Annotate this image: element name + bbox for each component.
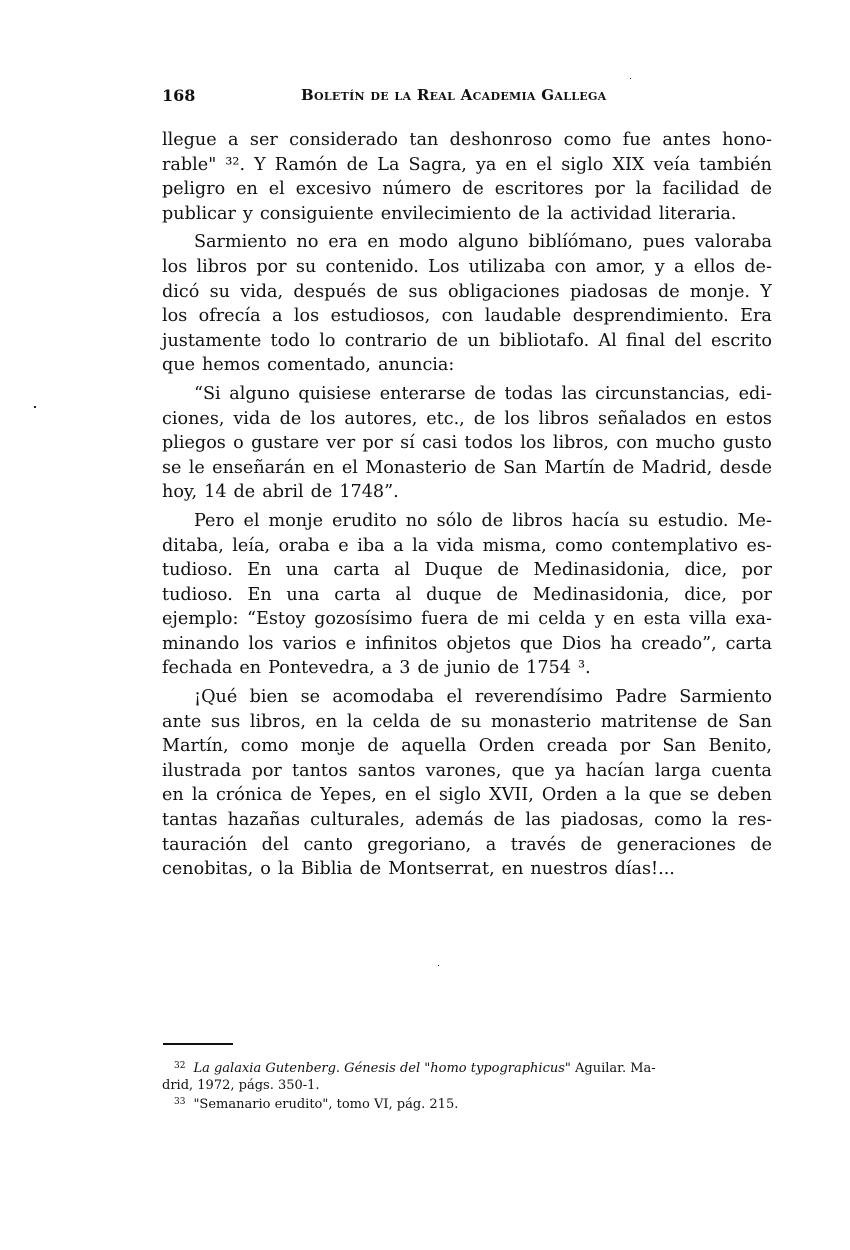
text-line: ditaba, leía, oraba e iba a la vida misma, como contemplativo es-	[162, 535, 772, 556]
paragraph	[162, 230, 772, 378]
footnote-number: 32	[174, 1061, 186, 1071]
text-line: tantas hazañas culturales, además de las piadosas, como la res-	[162, 810, 772, 831]
text-line: dicó su vida, después de sus obligaciones piadosas de monje. Y	[162, 281, 772, 302]
footnote-title: La galaxia Gutenberg. Génesis del "homo typographicus"	[193, 1061, 571, 1076]
footnotes	[162, 1058, 772, 1114]
text-line: los libros por su contenido. Los utilizaba con amor, y a ellos de-	[162, 256, 772, 277]
footnote-text: "Semanario erudito", tomo VI, pág. 215.	[193, 1097, 459, 1112]
text-line: minando los varios e infinitos objetos que Dios ha creado”, carta	[162, 633, 772, 654]
text-line: Martín, como monje de aquella Orden creada por San Benito,	[162, 736, 772, 757]
text-line: fechada en Pontevedra, a 3 de junio de 1754 ³.	[162, 658, 591, 679]
text-line: tudioso. En una carta al duque de Medinasidonia, dice, por	[162, 584, 772, 605]
text-line: “Si alguno quisiese enterarse de todas las circunstancias, edi-	[194, 383, 772, 404]
footnote-number: 33	[174, 1097, 186, 1107]
text-line: hoy, 14 de abril de 1748”.	[162, 482, 399, 503]
body-text	[162, 128, 772, 882]
text-line: los ofrecía a los estudiosos, con laudable desprendimiento. Era	[162, 306, 772, 327]
text-line: ilustrada por tantos santos varones, que ya hacían larga cuenta	[162, 760, 772, 781]
paragraph	[162, 509, 772, 681]
text-line: se le enseñarán en el Monasterio de San Martín de Madrid, desde	[162, 457, 772, 478]
scan-speck	[34, 406, 36, 408]
footnote-32-continuation: drid, 1972, págs. 350-1.	[162, 1077, 320, 1093]
paragraph	[162, 128, 772, 226]
scan-speck	[630, 78, 631, 79]
text-line: que hemos comentado, anuncia:	[162, 355, 455, 376]
text-line: Pero el monje erudito no sólo de libros hacía su estudio. Me-	[194, 510, 772, 531]
text-line: en la crónica de Yepes, en el siglo XVII, Orden a la que se deben	[162, 785, 772, 806]
footnote-rule	[163, 1043, 233, 1045]
paragraph	[162, 685, 772, 882]
text-line: llegue a ser considerado tan deshonroso como fue antes hono-	[162, 130, 772, 150]
text-line: ejemplo: “Estoy gozosísimo fuera de mi celda y en esta villa exa-	[162, 609, 772, 630]
footnote-32	[162, 1058, 772, 1078]
text-line: Sarmiento no era en modo alguno biblíómano, pues valoraba	[194, 232, 772, 253]
text-line: tudioso. En una carta al Duque de Medinasidonia, dice, por	[162, 560, 772, 581]
text-line: ciones, vida de los autores, etc., de los libros señalados en estos	[162, 408, 772, 429]
scan-speck	[438, 965, 439, 966]
footnote-33	[162, 1094, 772, 1114]
text-line: pliegos o gustare ver por sí casi todos los libros, con mucho gusto	[162, 433, 772, 454]
paragraph	[162, 382, 772, 505]
text-line: tauración del canto gregoriano, a través de generaciones de	[162, 834, 772, 855]
text-line: ¡Qué bien se acomodaba el reverendísimo Padre Sarmiento	[194, 687, 772, 708]
text-line: peligro en el excesivo número de escritores por la facilidad de	[162, 179, 772, 200]
text-line: ante sus libros, en la celda de su monasterio matritense de San	[162, 711, 772, 732]
text-line: justamente todo lo contrario de un bibliotafo. Al final del escrito	[162, 330, 772, 351]
text-line: cenobitas, o la Biblia de Montserrat, en nuestros días!...	[162, 859, 675, 880]
footnote-text: Aguilar. Ma-	[570, 1061, 656, 1076]
text-line: rable" ³². Y Ramón de La Sagra, ya en el siglo XIX veía también	[162, 154, 772, 175]
running-head: Boletín de la Real Academia Gallega	[301, 86, 607, 104]
page-number: 168	[162, 86, 196, 105]
text-line: publicar y consiguiente envilecimiento de la actividad literaria.	[162, 203, 737, 224]
